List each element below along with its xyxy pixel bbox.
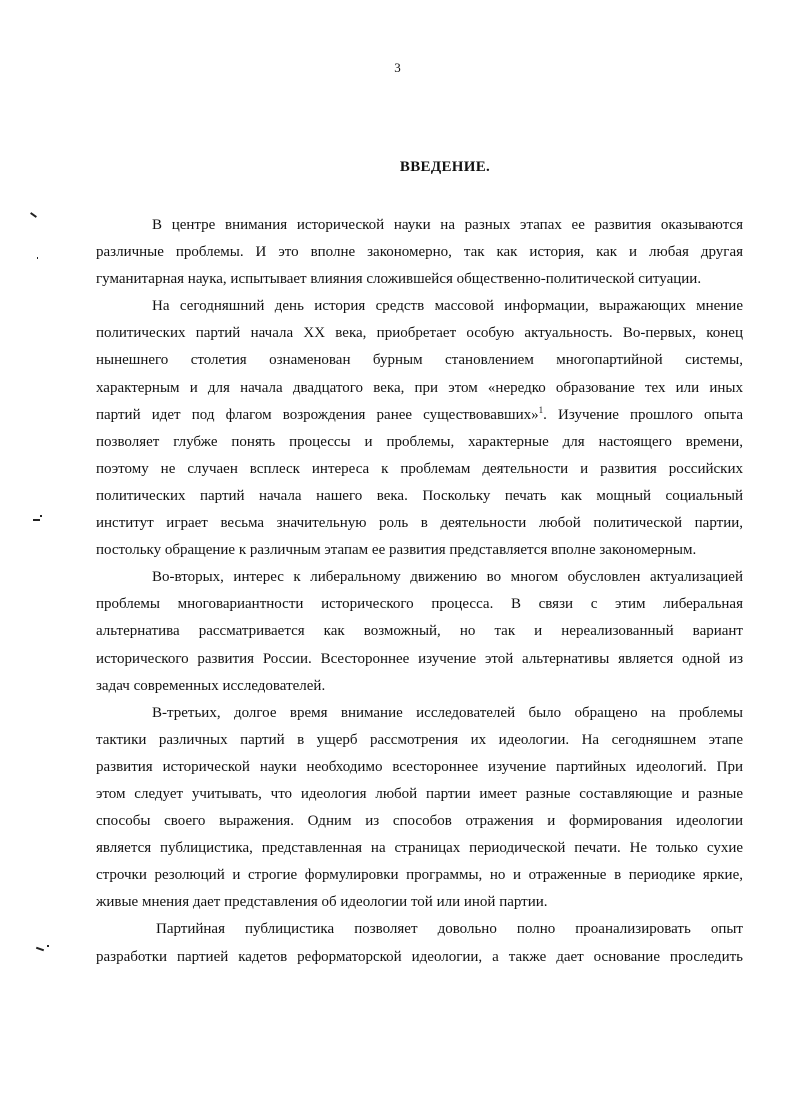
text-line: характерным и для начала двадцатого века, при этом «нередко образование тех или иных <box>96 379 743 396</box>
text-line: исторического развития России. Всестороннее изучение этой альтернативы является одной из <box>96 650 743 667</box>
scan-mark <box>47 945 49 947</box>
text-line: является публицистика, представленная на страницах периодической печати. Не только сухие <box>96 840 743 857</box>
text-line: проблемы многовариантности исторического процесса. В связи с этим либеральная <box>96 596 743 613</box>
text-line: этом следует учитывать, что идеология любой партии имеет разные составляющие и разные <box>96 785 743 802</box>
text-line: политических партий начала нашего века. Поскольку печать как мощный социальный <box>96 487 743 504</box>
text-line: строчки резолюций и строгие формулировки программы, но и отраженные в периодике яркие, <box>96 867 743 884</box>
scan-mark <box>40 515 42 517</box>
text-line: позволяет глубже понять процессы и проблемы, характерные для настоящего времени, <box>96 433 743 450</box>
text-line: развития исторической науки необходимо всестороннее изучение партийных идеологий. При <box>96 758 743 775</box>
scan-mark <box>30 212 37 218</box>
scan-mark <box>33 519 40 521</box>
text-line: гуманитарная наука, испытывает влияния сложившейся общественно-политической ситуации. <box>96 271 702 288</box>
text-line: живые мнения дает представления об идеологии той или иной партии. <box>96 894 548 911</box>
page-number: 3 <box>394 60 401 75</box>
text-line: различные проблемы. И это вполне закономерно, так как история, как и любая другая <box>96 244 743 261</box>
footnote-mark[interactable]: 1 <box>538 404 544 415</box>
text-line: поэтому не случаен всплеск интереса к проблемам деятельности и развития российских <box>96 460 743 477</box>
text-line: Во-вторых, интерес к либеральному движению во многом обусловлен актуализацией <box>152 569 743 586</box>
text-line-with-footnote <box>96 402 743 429</box>
text-line-start: партий идет под флагом возрождения ранее существовавших» <box>96 406 539 423</box>
body-text <box>96 212 743 971</box>
page-title: ВВЕДЕНИЕ. <box>399 159 491 175</box>
text-line: В центре внимания исторической науки на разных этапах ее развития оказываются <box>152 217 743 233</box>
text-line: альтернатива рассматривается как возможный, но так и нереализованный вариант <box>96 623 743 640</box>
text-line: политических партий начала XX века, приобретает особую актуальность. Во-первых, конец <box>96 325 743 342</box>
text-line: задач современных исследователей. <box>96 677 326 694</box>
text-line: разработки партией кадетов реформаторской идеологии, а также дает основание проследить <box>96 948 743 965</box>
text-line: нынешнего столетия ознаменован бурным становлением многопартийной системы, <box>96 352 743 369</box>
text-line: тактики различных партий в ущерб рассмотрения их идеологии. На сегодняшнем этапе <box>96 731 743 748</box>
scan-mark <box>36 947 44 952</box>
text-line: В-третьих, долгое время внимание исследователей было обращено на проблемы <box>152 704 743 721</box>
text-line: Партийная публицистика позволяет довольно полно проанализировать опыт <box>156 921 743 938</box>
scan-mark <box>37 257 38 259</box>
text-line: способы своего выражения. Одним из способов отражения и формирования идеологии <box>96 813 743 830</box>
text-line: На сегодняшний день история средств массовой информации, выражающих мнение <box>152 298 743 315</box>
text-line: постольку обращение к различным этапам ее развития представляется вполне закономерным. <box>96 542 697 559</box>
text-line-end: . Изучение прошлого опыта <box>543 406 744 423</box>
text-line: институт играет весьма значительную роль в деятельности любой политической партии, <box>96 515 743 532</box>
